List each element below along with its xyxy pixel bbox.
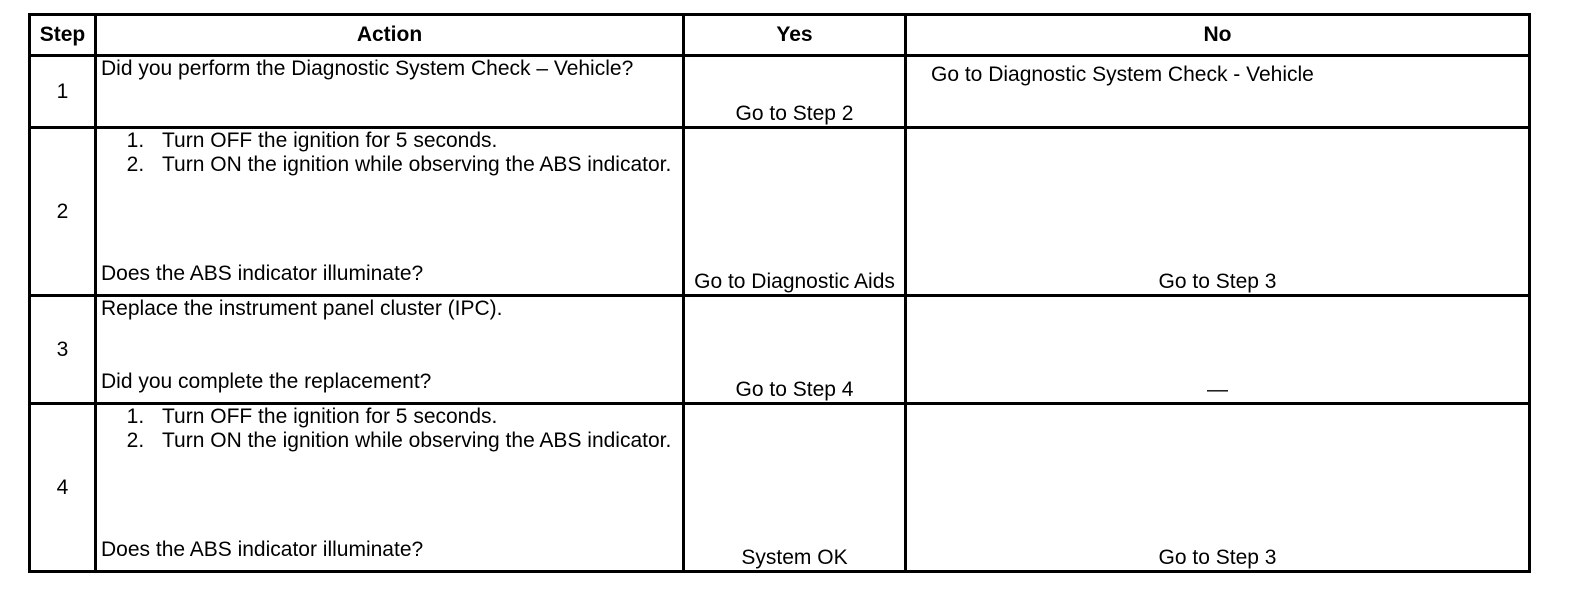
header-step: Step — [30, 15, 96, 56]
action-cell — [96, 404, 684, 572]
list-item: 2. Turn ON the ignition while observing the ABS indicator. — [150, 153, 678, 177]
yes-cell: Go to Step 2 — [684, 56, 906, 128]
instruction-list — [101, 129, 678, 177]
no-cell: Go to Step 3 — [906, 128, 1530, 296]
header-row — [30, 15, 1530, 56]
action-cell — [96, 128, 684, 296]
list-item: 1. Turn OFF the ignition for 5 seconds. — [150, 129, 678, 153]
no-cell: Go to Diagnostic System Check - Vehicle — [906, 56, 1530, 128]
table-row — [30, 404, 1530, 572]
action-question: Does the ABS indicator illuminate? — [101, 262, 424, 285]
yes-cell: Go to Step 4 — [684, 296, 906, 404]
list-item: 2. Turn ON the ignition while observing the ABS indicator. — [150, 429, 678, 453]
step-number: 3 — [30, 296, 96, 404]
action-question: Does the ABS indicator illuminate? — [101, 538, 424, 561]
action-question: Did you complete the replacement? — [101, 370, 432, 393]
yes-cell: Go to Diagnostic Aids — [684, 128, 906, 296]
header-no: No — [906, 15, 1530, 56]
header-action: Action — [96, 15, 684, 56]
yes-cell: System OK — [684, 404, 906, 572]
no-cell: Go to Step 3 — [906, 404, 1530, 572]
step-number: 1 — [30, 56, 96, 128]
table-row — [30, 296, 1530, 404]
step-number: 4 — [30, 404, 96, 572]
header-yes: Yes — [684, 15, 906, 56]
action-cell — [96, 56, 684, 128]
action-text: Did you perform the Diagnostic System Check – Vehicle? — [101, 57, 634, 80]
diagnostic-table — [28, 13, 1531, 573]
table-row — [30, 56, 1530, 128]
action-text: Replace the instrument panel cluster (IPC). — [101, 297, 503, 320]
step-number: 2 — [30, 128, 96, 296]
table-row — [30, 128, 1530, 296]
instruction-list — [101, 405, 678, 453]
action-cell — [96, 296, 684, 404]
no-cell: — — [906, 296, 1530, 404]
list-item: 1. Turn OFF the ignition for 5 seconds. — [150, 405, 678, 429]
